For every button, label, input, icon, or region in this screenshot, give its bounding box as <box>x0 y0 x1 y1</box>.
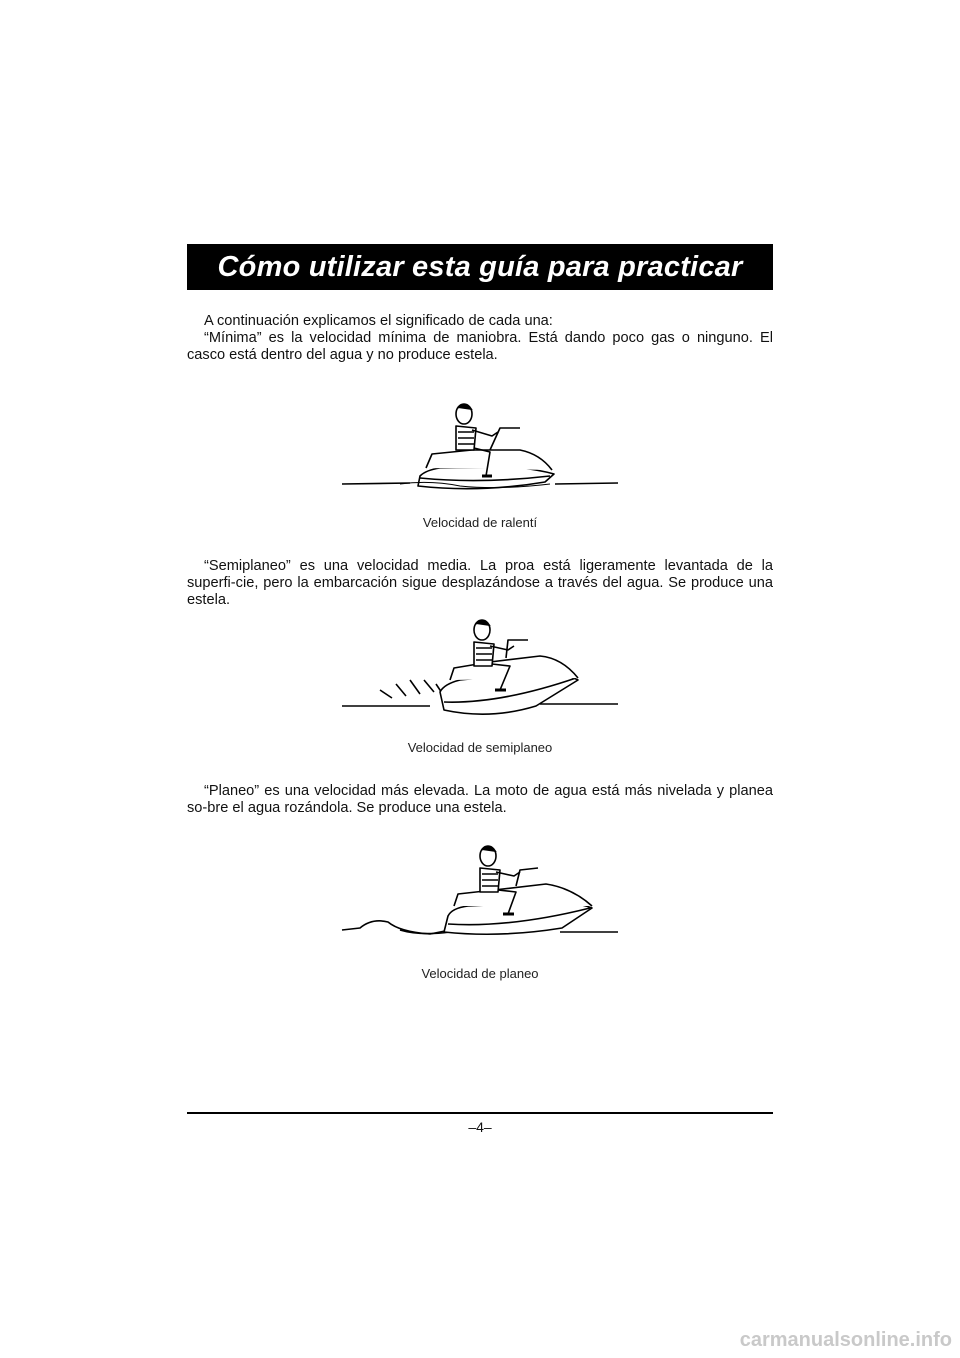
section-header-band <box>187 244 773 290</box>
watercraft-idle-illustration <box>340 398 620 498</box>
page-number: –4– <box>468 1119 492 1135</box>
intro-paragraph <box>187 313 773 364</box>
watercraft-semiplaning-illustration <box>340 618 620 724</box>
watercraft-planing-illustration <box>340 842 620 942</box>
watermark: carmanualsonline.info <box>739 1329 952 1351</box>
figure-idle-caption: Velocidad de ralentí <box>422 515 538 530</box>
figure-idle <box>340 398 620 498</box>
footer-rule <box>187 1112 773 1114</box>
planeo-paragraph <box>187 783 773 817</box>
figure-semiplaning-caption: Velocidad de semiplaneo <box>407 740 553 755</box>
intro-line-2: “Mínima” es la velocidad mínima de maniobra. Está dando poco gas o ninguno. El casco está dentro del agua y no produce estela. <box>187 330 773 363</box>
figure-semiplaning <box>340 618 620 724</box>
figure-planing-caption: Velocidad de planeo <box>421 966 539 981</box>
semiplaneo-text: “Semiplaneo” es una velocidad media. La proa está ligeramente levantada de la superfi-cie, pero la embarcación sigue desplazándose a través del agua. Se produce una estela. <box>187 558 773 608</box>
planeo-text: “Planeo” es una velocidad más elevada. La moto de agua está más nivelada y planea so-bre el agua rozándola. Se produce una estela. <box>187 783 773 816</box>
figure-planing <box>340 842 620 942</box>
semiplaneo-paragraph <box>187 558 773 609</box>
section-title: Cómo utilizar esta guía para practicar <box>217 250 743 283</box>
intro-line-1: A continuación explicamos el significado de cada una: <box>204 313 553 329</box>
